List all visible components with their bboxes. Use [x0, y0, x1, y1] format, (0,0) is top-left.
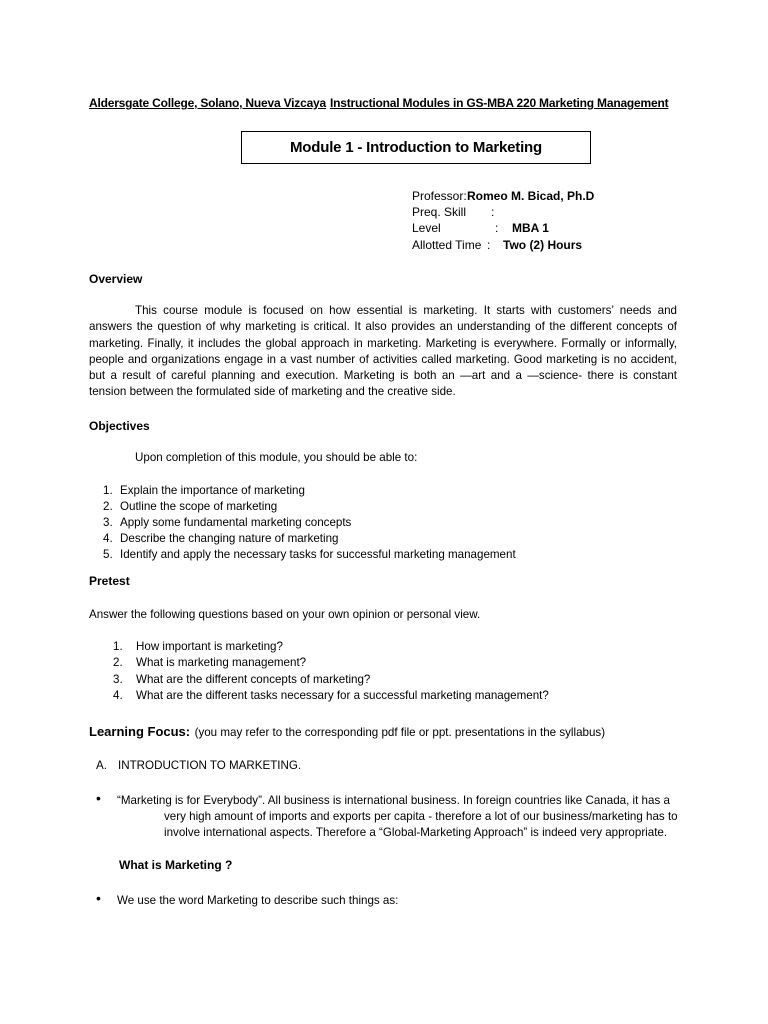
- objective-number: 1.: [103, 484, 113, 497]
- section-a-letter: A.: [96, 759, 107, 772]
- pretest-question: How important is marketing?: [136, 640, 283, 653]
- time-separator: :: [487, 238, 491, 252]
- pretest-question: What are the different tasks necessary for a successful marketing management?: [136, 689, 549, 702]
- module-title: Module 1 - Introduction to Marketing: [241, 131, 591, 164]
- level-value: MBA 1: [512, 221, 549, 235]
- objectives-intro: Upon completion of this module, you should be able to:: [135, 451, 418, 464]
- objective-number: 5.: [103, 548, 113, 561]
- learning-focus-label: Learning Focus:: [89, 724, 191, 739]
- objective-number: 2.: [103, 500, 113, 513]
- time-value: Two (2) Hours: [503, 238, 583, 252]
- bullet-icon: •: [96, 790, 101, 806]
- bullet-icon: •: [96, 890, 101, 906]
- objective-item: Describe the changing nature of marketing: [120, 532, 339, 545]
- pretest-intro: Answer the following questions based on your own opinion or personal view.: [89, 608, 481, 621]
- bullet1-line1: “Marketing is for Everybody”. All business is international business. In foreign countries like Canada, it has a: [117, 794, 670, 807]
- level-separator: :: [495, 221, 499, 235]
- pretest-number: 3.: [113, 673, 123, 686]
- objective-item: Identify and apply the necessary tasks for successful marketing management: [120, 548, 516, 561]
- objective-number: 4.: [103, 532, 113, 545]
- learning-focus: [89, 723, 605, 741]
- overview-paragraph: This course module is focused on how essential is marketing. It starts with customers’ needs and answers the question of why marketing is critical. It also provides an understanding of the different concepts of marketing. Finally, it includes the global approach in marketing. Marketing is everywhere. Formally or informally, people and organizations engage in a vast number of activities called marketing. Good marketing is no accident, but a result of careful planning and execution. Marketing is both an ―art and a ―science- there is constant tension between the formulated side of marketing and the creative side.: [89, 304, 677, 399]
- level-label: Level: [412, 221, 441, 235]
- bullet2-text: We use the word Marketing to describe such things as:: [117, 894, 399, 907]
- objective-number: 3.: [103, 516, 113, 529]
- college-header: Aldersgate College, Solano, Nueva Vizcaya: [89, 96, 327, 110]
- pretest-number: 2.: [113, 656, 123, 669]
- pretest-heading: Pretest: [89, 574, 130, 588]
- what-is-marketing-heading: What is Marketing ?: [119, 858, 233, 872]
- bullet1-line2: very high amount of imports and exports per capita - therefore a lot of our business/marketing has to: [164, 810, 678, 823]
- pretest-number: 4.: [113, 689, 123, 702]
- objective-item: Apply some fundamental marketing concepts: [120, 516, 352, 529]
- objective-item: Outline the scope of marketing: [120, 500, 278, 513]
- professor-value: Romeo M. Bicad, Ph.D: [467, 189, 595, 203]
- pretest-question: What is marketing management?: [136, 656, 307, 669]
- objective-item: Explain the importance of marketing: [120, 484, 305, 497]
- preq-separator: :: [491, 205, 495, 219]
- pretest-number: 1.: [113, 640, 123, 653]
- objectives-heading: Objectives: [89, 419, 150, 433]
- time-label: Allotted Time: [412, 238, 482, 252]
- section-a-title: INTRODUCTION TO MARKETING.: [118, 759, 302, 772]
- pretest-question: What are the different concepts of marketing?: [136, 673, 371, 686]
- professor-label: Professor:: [412, 189, 467, 203]
- module-series-header: Instructional Modules in GS-MBA 220 Marketing Management: [330, 96, 669, 110]
- bullet1-line3: involve international aspects. Therefore a “Global-Marketing Approach” is indeed very appropriate.: [164, 826, 668, 839]
- preq-label: Preq. Skill: [412, 205, 467, 219]
- overview-heading: Overview: [89, 272, 143, 286]
- learning-focus-note: (you may refer to the corresponding pdf file or ppt. presentations in the syllabus): [194, 726, 606, 739]
